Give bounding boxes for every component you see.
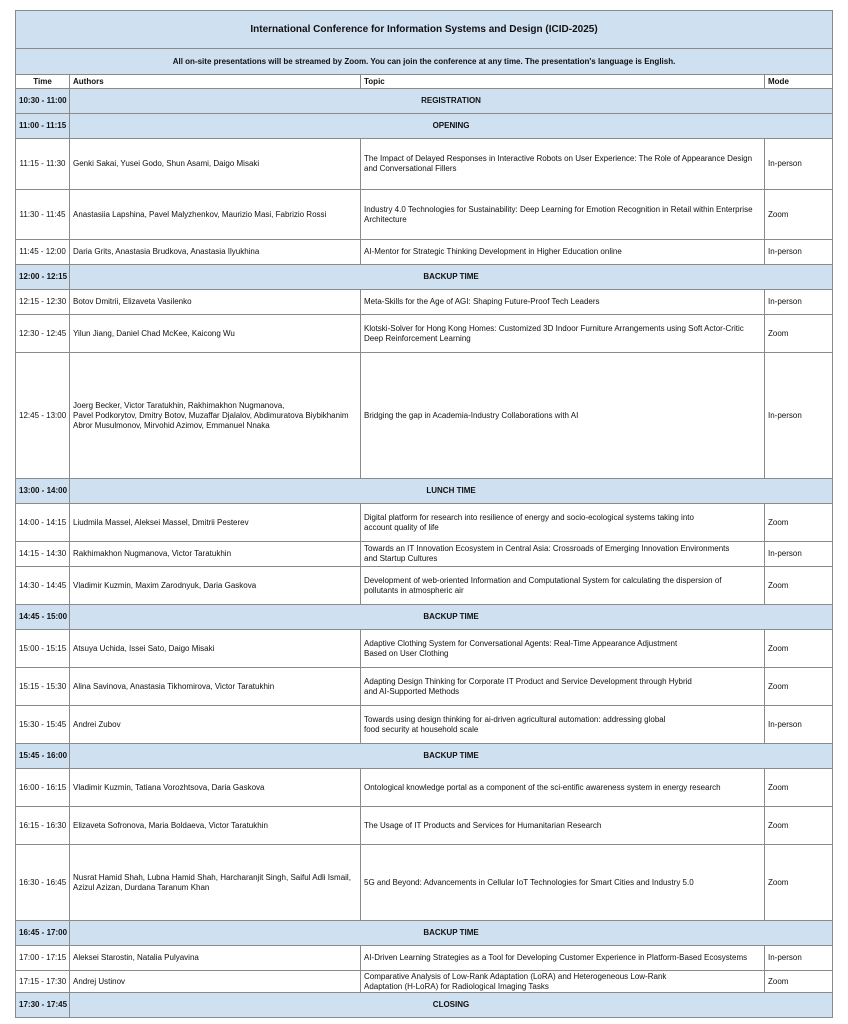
table-row: [16, 946, 833, 971]
topic-cell: Comparative Analysis of Low-Rank Adaptation (LoRA) and Heterogeneous Low-Rank Adaptation (H-LoRA) for Radiological Imaging Tasks: [361, 971, 765, 993]
topic-cell: Bridging the gap in Academia-Industry Collaborations with AI: [361, 353, 765, 479]
authors-cell: Andrei Zubov: [70, 706, 361, 744]
time-cell: 17:00 - 17:15: [16, 946, 70, 971]
time-cell: 16:15 - 16:30: [16, 807, 70, 845]
column-header-authors: Authors: [70, 75, 361, 89]
conference-title: International Conference for Information Systems and Design (ICID-2025): [16, 11, 833, 49]
authors-cell: Joerg Becker, Victor Taratukhin, Rakhimakhon Nugmanova, Pavel Podkorytov, Dmitry Botov, Muzaffar Djalalov, Abdimuratova Biybikhanim Abror Musulmonov, Mirvohid Azimov, Emmanuel Nnaka: [70, 353, 361, 479]
streaming-note: All on-site presentations will be streamed by Zoom. You can join the conference at any time. The presentation's language is English.: [16, 49, 833, 75]
schedule-table: [15, 10, 833, 1018]
topic-cell: Development of web-oriented Information and Computational System for calculating the dispersion of pollutants in atmospheric air: [361, 567, 765, 605]
time-cell: 12:45 - 13:00: [16, 353, 70, 479]
session-label: LUNCH TIME: [70, 479, 833, 504]
session-label: OPENING: [70, 114, 833, 139]
topic-cell: AI-Driven Learning Strategies as a Tool for Developing Customer Experience in Platform-Based Ecosystems: [361, 946, 765, 971]
topic-cell: Ontological knowledge portal as a component of the sci-entific awareness system in energy research: [361, 769, 765, 807]
topic-cell: Adapting Design Thinking for Corporate IT Product and Service Development through Hybrid and AI-Supported Methods: [361, 668, 765, 706]
topic-cell: Towards using design thinking for ai-driven agricultural automation: addressing global food security at household scale: [361, 706, 765, 744]
time-cell: 13:00 - 14:00: [16, 479, 70, 504]
authors-cell: Atsuya Uchida, Issei Sato, Daigo Misaki: [70, 630, 361, 668]
mode-cell: In-person: [765, 290, 833, 315]
time-cell: 16:30 - 16:45: [16, 845, 70, 921]
authors-cell: Andrej Ustinov: [70, 971, 361, 993]
authors-cell: Yilun Jiang, Daniel Chad McKee, Kaicong Wu: [70, 315, 361, 353]
authors-cell: Vladimir Kuzmin, Maxim Zarodnyuk, Daria Gaskova: [70, 567, 361, 605]
authors-cell: Vladimir Kuzmin, Tatiana Vorozhtsova, Daria Gaskova: [70, 769, 361, 807]
topic-cell: Meta-Skills for the Age of AGI: Shaping Future-Proof Tech Leaders: [361, 290, 765, 315]
time-cell: 15:15 - 15:30: [16, 668, 70, 706]
mode-cell: In-person: [765, 240, 833, 265]
session-row: [16, 921, 833, 946]
mode-cell: Zoom: [765, 630, 833, 668]
time-cell: 12:15 - 12:30: [16, 290, 70, 315]
table-row: [16, 504, 833, 542]
mode-cell: Zoom: [765, 807, 833, 845]
time-cell: 14:00 - 14:15: [16, 504, 70, 542]
authors-cell: Botov Dmitrii, Elizaveta Vasilenko: [70, 290, 361, 315]
mode-cell: In-person: [765, 139, 833, 190]
mode-cell: Zoom: [765, 769, 833, 807]
table-row: [16, 567, 833, 605]
time-cell: 16:45 - 17:00: [16, 921, 70, 946]
session-row: [16, 114, 833, 139]
authors-cell: Nusrat Hamid Shah, Lubna Hamid Shah, Harcharanjit Singh, Saiful Adli Ismail, Azizul Azizan, Durdana Taranum Khan: [70, 845, 361, 921]
mode-cell: In-person: [765, 353, 833, 479]
table-row: [16, 139, 833, 190]
table-row: [16, 542, 833, 567]
topic-cell: Adaptive Clothing System for Conversational Agents: Real-Time Appearance Adjustment Based on User Clothing: [361, 630, 765, 668]
column-header-row: [16, 75, 833, 89]
mode-cell: Zoom: [765, 315, 833, 353]
session-label: BACKUP TIME: [70, 265, 833, 290]
session-row: [16, 744, 833, 769]
time-cell: 15:45 - 16:00: [16, 744, 70, 769]
table-row: [16, 315, 833, 353]
mode-cell: Zoom: [765, 845, 833, 921]
table-row: [16, 630, 833, 668]
mode-cell: Zoom: [765, 504, 833, 542]
time-cell: 15:30 - 15:45: [16, 706, 70, 744]
mode-cell: In-person: [765, 542, 833, 567]
authors-cell: Rakhimakhon Nugmanova, Victor Taratukhin: [70, 542, 361, 567]
time-cell: 11:15 - 11:30: [16, 139, 70, 190]
topic-cell: The Impact of Delayed Responses in Interactive Robots on User Experience: The Role of Appearance Design and Conversational Fillers: [361, 139, 765, 190]
authors-cell: Aleksei Starostin, Natalia Pulyavina: [70, 946, 361, 971]
time-cell: 17:15 - 17:30: [16, 971, 70, 993]
table-row: [16, 769, 833, 807]
column-header-topic: Topic: [361, 75, 765, 89]
time-cell: 17:30 - 17:45: [16, 993, 70, 1018]
time-cell: 11:00 - 11:15: [16, 114, 70, 139]
time-cell: 14:45 - 15:00: [16, 605, 70, 630]
time-cell: 14:30 - 14:45: [16, 567, 70, 605]
table-row: [16, 971, 833, 993]
topic-cell: AI-Mentor for Strategic Thinking Development in Higher Education online: [361, 240, 765, 265]
time-cell: 11:45 - 12:00: [16, 240, 70, 265]
time-cell: 14:15 - 14:30: [16, 542, 70, 567]
table-row: [16, 807, 833, 845]
mode-cell: Zoom: [765, 190, 833, 240]
mode-cell: In-person: [765, 706, 833, 744]
session-row: [16, 89, 833, 114]
topic-cell: Towards an IT Innovation Ecosystem in Central Asia: Crossroads of Emerging Innovation Environments and Startup Cultures: [361, 542, 765, 567]
topic-cell: The Usage of IT Products and Services for Humanitarian Research: [361, 807, 765, 845]
session-label: BACKUP TIME: [70, 605, 833, 630]
session-label: BACKUP TIME: [70, 744, 833, 769]
time-cell: 16:00 - 16:15: [16, 769, 70, 807]
session-label: CLOSING: [70, 993, 833, 1018]
table-row: [16, 190, 833, 240]
time-cell: 15:00 - 15:15: [16, 630, 70, 668]
time-cell: 12:30 - 12:45: [16, 315, 70, 353]
topic-cell: 5G and Beyond: Advancements in Cellular IoT Technologies for Smart Cities and Industry 5.0: [361, 845, 765, 921]
table-row: [16, 290, 833, 315]
authors-cell: Genki Sakai, Yusei Godo, Shun Asami, Daigo Misaki: [70, 139, 361, 190]
time-cell: 10:30 - 11:00: [16, 89, 70, 114]
topic-cell: Industry 4.0 Technologies for Sustainability: Deep Learning for Emotion Recognition in Retail within Enterprise Architecture: [361, 190, 765, 240]
table-row: [16, 845, 833, 921]
authors-cell: Daria Grits, Anastasia Brudkova, Anastasia Ilyukhina: [70, 240, 361, 265]
mode-cell: Zoom: [765, 668, 833, 706]
column-header-mode: Mode: [765, 75, 833, 89]
topic-cell: Digital platform for research into resilience of energy and socio-ecological systems taking into account quality of life: [361, 504, 765, 542]
mode-cell: In-person: [765, 946, 833, 971]
schedule-body: [16, 89, 833, 1018]
session-row: [16, 265, 833, 290]
table-row: [16, 240, 833, 265]
authors-cell: Anastasiia Lapshina, Pavel Malyzhenkov, Maurizio Masi, Fabrizio Rossi: [70, 190, 361, 240]
authors-cell: Alina Savinova, Anastasia Tikhomirova, Victor Taratukhin: [70, 668, 361, 706]
time-cell: 11:30 - 11:45: [16, 190, 70, 240]
authors-cell: Elizaveta Sofronova, Maria Boldaeva, Victor Taratukhin: [70, 807, 361, 845]
table-row: [16, 706, 833, 744]
topic-cell: Klotski-Solver for Hong Kong Homes: Customized 3D Indoor Furniture Arrangements using Soft Actor-Critic Deep Reinforcement Learning: [361, 315, 765, 353]
table-row: [16, 668, 833, 706]
table-row: [16, 353, 833, 479]
session-row: [16, 479, 833, 504]
mode-cell: Zoom: [765, 567, 833, 605]
session-label: BACKUP TIME: [70, 921, 833, 946]
time-cell: 12:00 - 12:15: [16, 265, 70, 290]
session-row: [16, 993, 833, 1018]
column-header-time: Time: [16, 75, 70, 89]
session-row: [16, 605, 833, 630]
session-label: REGISTRATION: [70, 89, 833, 114]
authors-cell: Liudmila Massel, Aleksei Massel, Dmitrii Pesterev: [70, 504, 361, 542]
mode-cell: Zoom: [765, 971, 833, 993]
